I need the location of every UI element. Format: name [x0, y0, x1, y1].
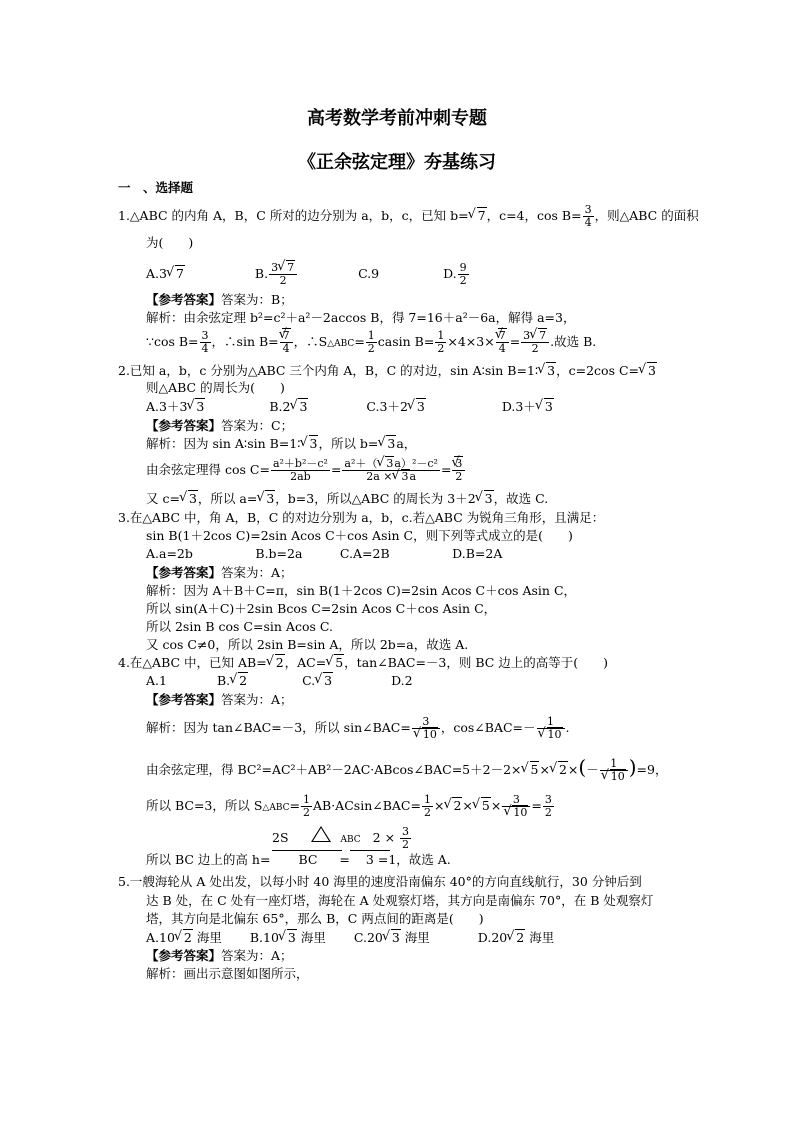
q3-solution-line1: 解析：因为 A＋B＋C=π，sin B(1＋2cos C)=2sin Acos C＋cos Asin C， — [146, 583, 577, 598]
q4-options: A.1 B.√ 2 C.√ 3 D.2 — [146, 673, 413, 689]
q1-stem-line1: 1.△ABC 的内角 A，B，C 所对的边分别为 a，b，c，已知 b=√ 7，c=4，cos B= $\frac{3}{4}$ ，则△ABC 的面积 — [118, 204, 699, 229]
q3-stem-line1: 3.在△ABC 中，角 A，B，C 的对边分别为 a，b，c.若△ABC 为锐角三角形，且满足： — [118, 510, 605, 525]
q4-height-line: 所以 BC 边上的高 h= BC = 3 =1，故选 A. — [146, 852, 451, 867]
q3-solution-line2: 所以 sin(A＋C)＋2sin Bcos C=2sin Acos C＋cos Asin C， — [146, 601, 497, 616]
q4-fraction-bar-2 — [350, 850, 390, 851]
q4-solution-line1: 解析：因为 tan∠BAC=－3，所以 sin∠BAC= 3 √ 10 ，cos∠BAC=－ 1 √ 10 . — [146, 716, 570, 741]
q2-stem-line2: 则△ABC 的周长为( ) — [146, 380, 285, 395]
q5-stem-line2: 达 B 处，在 C 处有一座灯塔，海轮在 A 处观察灯塔，其方向是南偏东 70°，在 B 处观察灯 — [146, 893, 654, 908]
q5-solution-line1: 解析：画出示意图如图所示， — [146, 966, 309, 981]
triangle-icon — [311, 826, 331, 842]
q2-solution-line3: 又 c=√ 3，所以 a=√ 3，b=3，所以△ABC 的周长为 3＋2√ 3，故选 C. — [146, 491, 548, 507]
q5-stem-line3: 塔，其方向是北偏东 65°，那么 B，C 两点间的距离是( ) — [146, 911, 484, 926]
q3-solution-line4: 又 cos C≠0，所以 2sin B=sin A，所以 2b=a，故选 A. — [146, 637, 469, 652]
q3-solution-line3: 所以 2sin B cos C=sin Acos C. — [146, 619, 333, 634]
q3-stem-line2: sin B(1＋2cos C)=2sin Acos C＋cos Asin C，则下列等式成立的是( ) — [146, 528, 573, 543]
q5-answer: 【参考答案】答案为：A； — [146, 948, 293, 963]
q4-solution-line2: 由余弦定理，得 BC²=AC²＋AB²－2AC·ABcos∠BAC=5＋2－2×√ 5×√ 2×(－ 1 √ 10 )=9， — [146, 758, 667, 783]
q4-fraction-bar-1 — [272, 850, 342, 851]
q1-options: A.3√ 7 B. $\frac{3√ 7}{2}$ C.9 D. $\frac{9}{2}$ — [146, 262, 470, 287]
q4-solution-line3: 所以 BC=3，所以 S△ABC= $\frac{1}{2}$ AB·ACsin∠BAC= $\frac{1}{2}$ ×√ 2×√ 5× 3 √ 10 = $\frac{3}{2}$ — [146, 794, 555, 819]
q4-height-numerator: 2S ABC 2 × $\frac{3}{2}$ — [272, 825, 410, 851]
q1-stem-line2: 为( ) — [146, 235, 194, 250]
q2-answer: 【参考答案】答案为：C； — [146, 418, 294, 433]
q2-options: A.3＋3√ 3 B.2√ 3 C.3＋2√ 3 D.3＋√ 3 — [146, 399, 554, 415]
q2-stem-line1: 2.已知 a，b，c 分别为△ABC 三个内角 A，B，C 的对边，sin A∶sin B=1∶√ 3，c=2cos C=√ 3 — [118, 363, 657, 379]
q5-stem-line1: 5.一艘海轮从 A 处出发，以每小时 40 海里的速度沿南偏东 40°的方向直线航行，30 分钟后到 — [118, 874, 642, 889]
doc-subtitle: 《正余弦定理》夯基练习 — [298, 152, 496, 173]
q4-stem: 4.在△ABC 中，已知 AB=√ 2，AC=√ 5，tan∠BAC=－3，则 BC 边上的高等于( ) — [118, 655, 608, 671]
q5-options: A.10√ 2 海里 B.10√ 3 海里 C.20√ 3 海里 D.20√ 2 海里 — [146, 930, 554, 946]
q4-answer: 【参考答案】答案为：A； — [146, 692, 293, 707]
section-heading: 一 、选择题 — [118, 180, 194, 195]
doc-title: 高考数学考前冲刺专题 — [307, 108, 487, 129]
q2-solution-line1: 解析：因为 sin A∶sin B=1∶√ 3，所以 b=√ 3a， — [146, 436, 416, 452]
q1-solution-line1: 解析：由余弦定理 b²=c²＋a²－2accos B，得 7=16＋a²－6a，解得 a=3， — [146, 310, 576, 325]
q3-options: A.a=2b B.b=2a C.A=2B D.B=2A — [146, 546, 503, 561]
q3-answer: 【参考答案】答案为：A； — [146, 565, 293, 580]
q1-solution-line2: ∵cos B= $\frac{3}{4}$ ，∴sin B= √ $\frac{7}{4}$ ，∴S△ABC= $\frac{1}{2}$ casin B= $\frac{1}{2}$ ×4×3× √ $\frac{7}{4}$ = $\frac{3√ 7}{2}$ .故选 B. — [146, 330, 596, 355]
q2-solution-line2: 由余弦定理得 cos C= $\frac{\text{a²＋b²－c²}}{2ab}$ = $\frac{\text{a²＋（√ 3a）²－c²}}{2a \times√ 3a}$ = √ $\frac{3}{2}$ — [146, 458, 466, 483]
q1-answer: 【参考答案】答案为：B； — [146, 292, 293, 307]
